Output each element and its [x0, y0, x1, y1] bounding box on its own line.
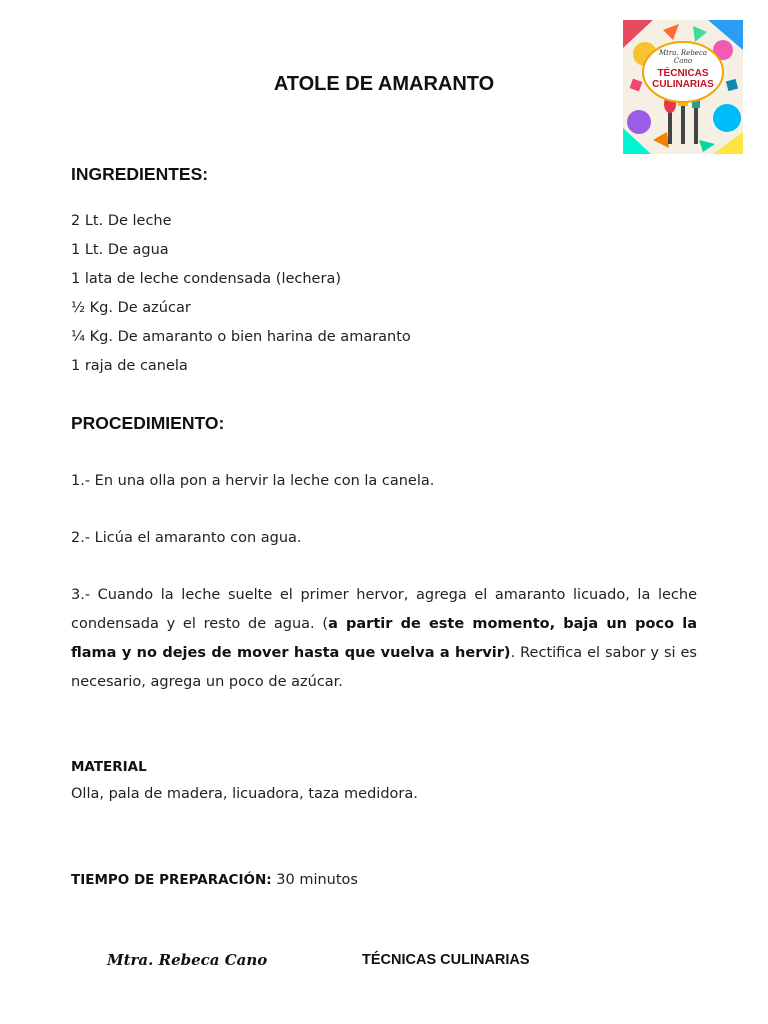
- footer-brand: TÉCNICAS CULINARIAS: [362, 952, 530, 968]
- ingredient-item: 1 Lt. De agua: [71, 242, 169, 258]
- ingredient-item: 1 raja de canela: [71, 358, 188, 374]
- ingredient-item: 2 Lt. De leche: [71, 213, 172, 229]
- procedure-step-2: 2.- Licúa el amaranto con agua.: [71, 530, 302, 546]
- svg-text:CULINARIAS: CULINARIAS: [652, 79, 714, 90]
- svg-text:Cano: Cano: [673, 57, 693, 65]
- procedure-heading: PROCEDIMIENTO:: [71, 413, 225, 433]
- svg-text:Mtra. Rebeca: Mtra. Rebeca: [658, 49, 708, 57]
- prep-time: [71, 872, 358, 888]
- logo-graphic: [623, 20, 743, 154]
- ingredient-item: 1 lata de leche condensada (lechera): [71, 271, 341, 287]
- page-title: ATOLE DE AMARANTO: [273, 73, 495, 95]
- tecnicas-culinarias-logo: [623, 20, 743, 154]
- procedure-step-1: 1.- En una olla pon a hervir la leche con la canela.: [71, 473, 435, 489]
- step-3-emphasis: a partir de este momento, baja un poco la flama y no dejes de mover hasta que vuelva a hervir): [71, 616, 698, 661]
- ingredients-heading: INGREDIENTES:: [71, 164, 209, 184]
- ingredient-item: ¼ Kg. De amaranto o bien harina de amaranto: [71, 329, 411, 345]
- procedure-step-3: [71, 581, 697, 697]
- prep-time-label: TIEMPO DE PREPARACIÓN:: [71, 872, 272, 888]
- material-heading: MATERIAL: [71, 759, 147, 775]
- material-text: Olla, pala de madera, licuadora, taza medidora.: [71, 786, 418, 802]
- ingredient-item: ½ Kg. De azúcar: [71, 300, 191, 316]
- prep-time-value: 30 minutos: [271, 872, 358, 888]
- footer-signature: Mtra. Rebeca Cano: [107, 951, 268, 969]
- ingredients-list: [71, 207, 411, 381]
- step-3-text-start: 3.- Cuando la leche suelte el primer hervor, agrega el amaranto licuado, la leche condensada y el resto de agua. (: [71, 587, 697, 632]
- step-3-text-end: . Rectifica el sabor y si es necesario, agrega un poco de azúcar.: [71, 645, 697, 690]
- svg-text:TÉCNICAS: TÉCNICAS: [657, 68, 709, 79]
